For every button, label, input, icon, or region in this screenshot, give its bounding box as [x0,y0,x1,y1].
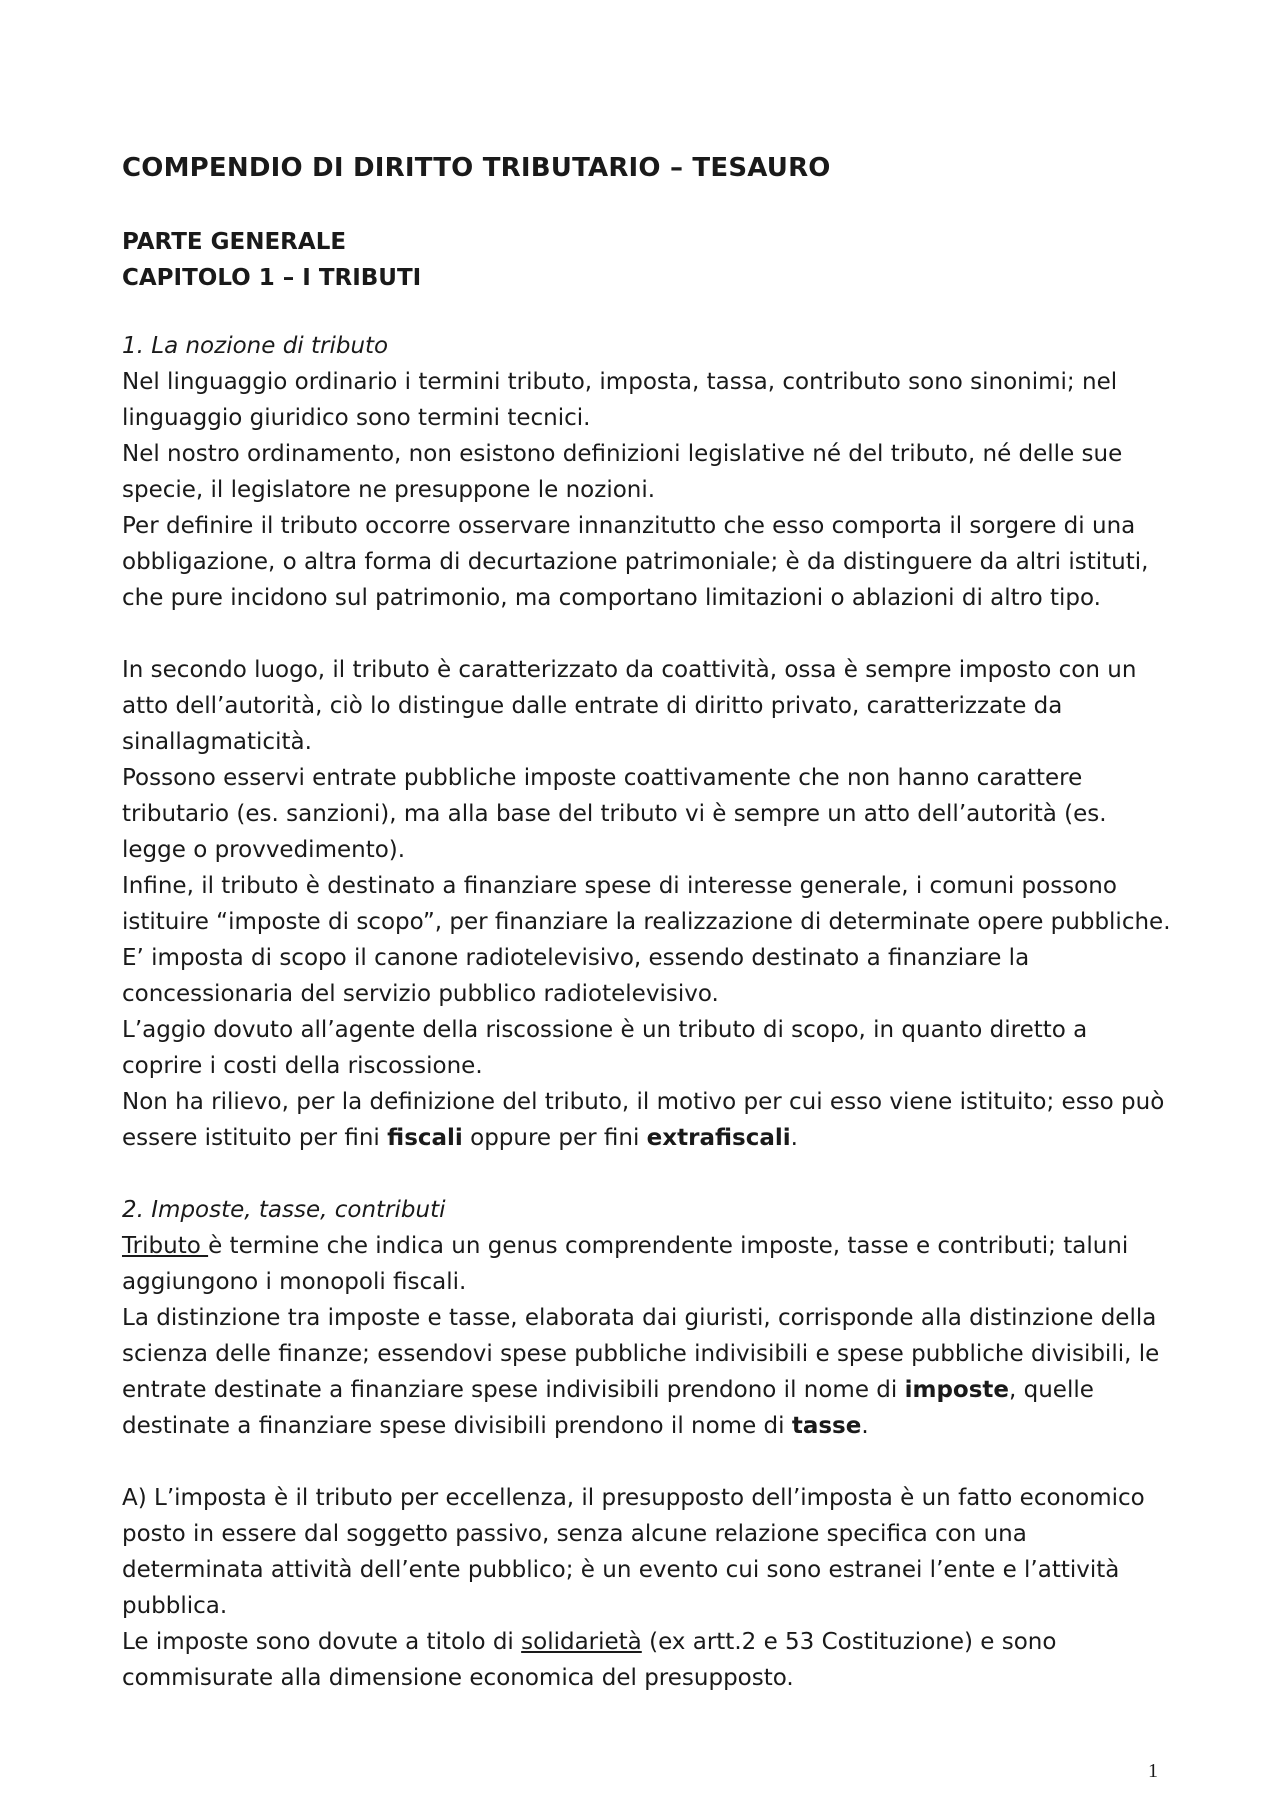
text-run: oppure per fini [462,1125,647,1151]
page-number: 1 [1148,1760,1158,1782]
text-run: Non ha rilievo, per la definizione del tributo, il motivo per cui esso viene istituito; esso può essere istituito per fini [122,1089,1165,1151]
section-2-title: 2. Imposte, tasse, contributi [122,1197,446,1223]
document-page [122,150,1172,1696]
paragraph: Per definire il tributo occorre osservare innanzitutto che esso comporta il sorgere di una obbligazione, o altra forma di decurtazione patrimoniale; è da distinguere da altri istituti, che pure incidono sul patrimonio, ma comportano limitazioni o ablazioni di altro tipo. [122,513,1149,611]
text-run: è termine che indica un genus comprendente imposte, tasse e contributi; taluni aggiungono i monopoli fiscali. [122,1233,1129,1295]
paragraph: L’aggio dovuto all’agente della riscossione è un tributo di scopo, in quanto diretto a coprire i costi della riscossione. [122,1017,1088,1079]
document-title: COMPENDIO DI DIRITTO TRIBUTARIO – TESAURO [122,153,831,183]
paragraph: Nel linguaggio ordinario i termini tributo, imposta, tassa, contributo sono sinonimi; nel linguaggio giuridico sono termini tecnici. [122,369,1118,431]
underlined-term-tributo: Tributo [122,1233,209,1259]
section-1-title: 1. La nozione di tributo [122,333,389,359]
paragraph: Possono esservi entrate pubbliche imposte coattivamente che non hanno carattere tributario (es. sanzioni), ma alla base del tributo vi è sempre un atto dell’autorità (es. legge o provvedimento). [122,765,1107,863]
part-heading: PARTE GENERALE [122,229,347,255]
text-run: . [861,1413,869,1439]
paragraph [122,1300,1172,1444]
bold-term-imposte: imposte [904,1377,1009,1403]
paragraph [122,1624,1172,1696]
paragraph: A) L’imposta è il tributo per eccellenza, il presupposto dell’imposta è un fatto economico posto in essere dal soggetto passivo, senza alcune relazione specifica con una determinata attività dell’ente pubblico; è un evento cui sono estranei l’ente e l’attività pubblica. [122,1485,1145,1619]
bold-term-fiscali: fiscali [387,1125,463,1151]
underlined-term-solidarieta: solidarietà [521,1629,642,1655]
bold-term-extrafiscali: extrafiscali [646,1125,791,1151]
paragraph: In secondo luogo, il tributo è caratterizzato da coattività, ossa è sempre imposto con un atto dell’autorità, ciò lo distingue dalle entrate di diritto privato, caratterizzate da sinallagmaticità. [122,657,1137,755]
paragraph: E’ imposta di scopo il canone radiotelevisivo, essendo destinato a finanziare la concessionaria del servizio pubblico radiotelevisivo. [122,945,1030,1007]
text-run: Le imposte sono dovute a titolo di [122,1629,522,1655]
paragraph: Infine, il tributo è destinato a finanziare spese di interesse generale, i comuni possono istituire “imposte di scopo”, per finanziare la realizzazione di determinate opere pubbliche. [122,873,1171,935]
chapter-heading: CAPITOLO 1 – I TRIBUTI [122,265,422,291]
text-run: . [790,1125,798,1151]
text-run: , quelle destinate a finanziare spese divisibili prendono il nome di [122,1377,1094,1439]
bold-term-tasse: tasse [791,1413,862,1439]
paragraph [122,1084,1172,1156]
paragraph [122,1228,1172,1300]
text-run: (ex artt.2 e 53 Costituzione) e sono commisurate alla dimensione economica del presupposto. [122,1629,1057,1691]
text-run: La distinzione tra imposte e tasse, elaborata dai giuristi, corrisponde alla distinzione della scienza delle finanze; essendovi spese pubbliche indivisibili e spese pubbliche divisibili, le entrate destinate a finanziare spese indivisibili prendono il nome di [122,1305,1160,1403]
paragraph: Nel nostro ordinamento, non esistono definizioni legislative né del tributo, né delle sue specie, il legislatore ne presuppone le nozioni. [122,441,1123,503]
